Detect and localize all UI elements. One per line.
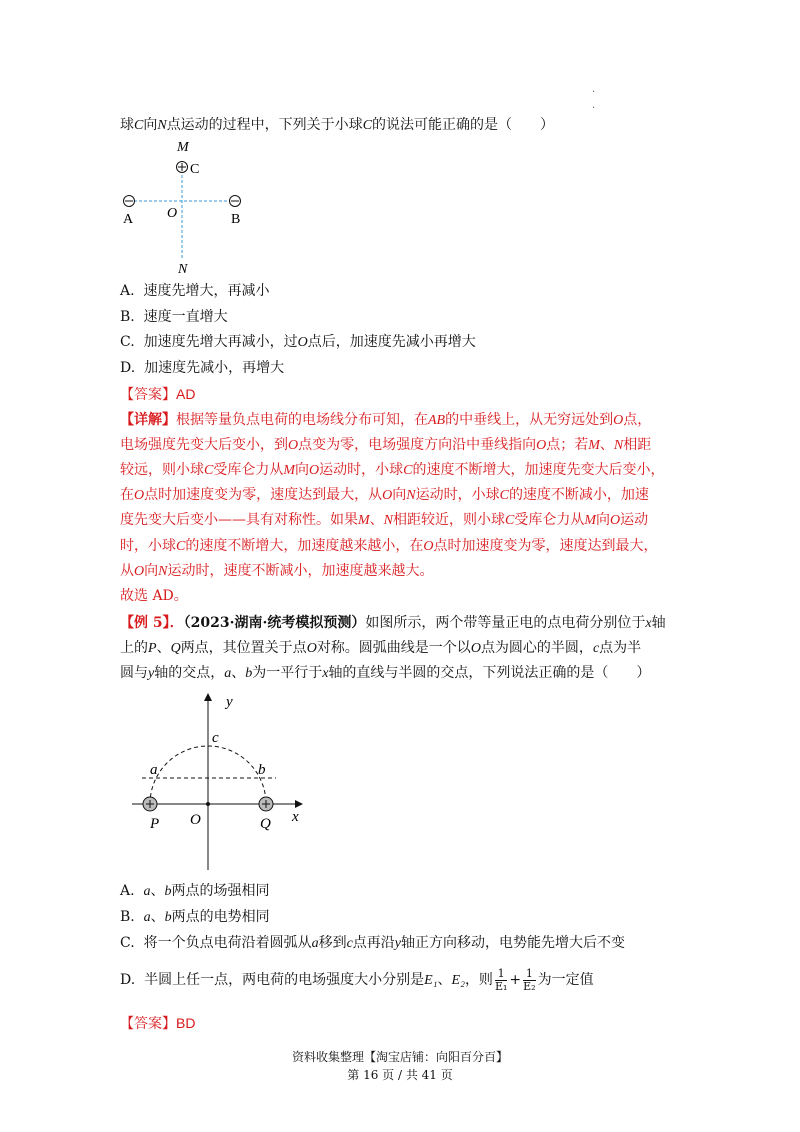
label-o: O: [167, 206, 178, 221]
q4-option-a: A. 速度先增大，再减小: [120, 283, 270, 299]
q4-detail-line: 【详解】根据等量负点电荷的电场线分布可知，在AB的中垂线上，从无穷远处到O点，: [120, 412, 652, 428]
q4-answer: 【答案】AD: [120, 386, 196, 403]
q4-conclusion: 故选 AD。: [120, 588, 188, 604]
label-n: N: [178, 262, 188, 277]
q5-option-a: A. a、b两点的场强相同: [120, 883, 270, 899]
label-c: C: [190, 162, 200, 177]
charge-diagram-mn: [115, 135, 255, 280]
corner-mark: .: [592, 84, 596, 95]
label-o: O: [190, 812, 201, 828]
q4-detail-line: 电场强度先变大后变小，到O点变为零，电场强度方向沿中垂线指向O点；若M、N相距: [120, 437, 652, 453]
label-b: B: [231, 212, 241, 227]
q4-detail-line: 时，小球C的速度不断增大，加速度越来越小，在O点时加速度变为零，速度达到最大，: [120, 538, 658, 554]
corner-mark: .: [592, 100, 596, 111]
q5-stem-line: 【例 5】．（2023·湖南·统考模拟预测）如图所示，两个带等量正电的点电荷分别位于x轴: [120, 615, 666, 631]
label-q: Q: [260, 816, 271, 832]
fraction-1-over-e2: $\frac{1}{\text{E₂}}$: [523, 966, 536, 993]
footer-page-number: 第 16 页 / 共 41 页: [347, 1068, 453, 1082]
q5-option-d: D. 半圆上任一点，两电荷的电场强度大小分别是E₁、E₂，则 $\frac{1}{\text{E₁}}$ + $\frac{1}{\text{E₂}}$ 为一定值: [120, 966, 594, 993]
label-y: y: [226, 694, 233, 710]
q4-option-c: C. 加速度先增大再减小，过O点后，加速度先减小再增大: [120, 334, 476, 350]
label-m: M: [177, 140, 189, 155]
q5-option-b: B. a、b两点的电势相同: [120, 909, 270, 925]
fraction-1-over-e1: $\frac{1}{\text{E₁}}$: [494, 966, 508, 993]
q4-detail-line: 度先变大后变小——具有对称性。如果M、N相距较近，则小球C受库仑力从M向O运动: [120, 512, 649, 528]
footer-source: 资料收集整理【淘宝店铺：向阳百分百】: [291, 1050, 508, 1064]
origin-point: [206, 802, 210, 806]
q4-detail-line: 从O向N运动时，速度不断减小，加速度越来越大。: [120, 563, 434, 579]
q5-stem-line: 上的P、Q两点，其位置关于点O对称。圆弧曲线是一个以O点为圆心的半圆，c点为半: [120, 640, 642, 656]
label-x: x: [292, 809, 299, 825]
label-b: b: [258, 762, 266, 778]
label-c: c: [212, 730, 219, 746]
semicircle-field-diagram: [120, 690, 320, 875]
q4-detail-line: 较远，则小球C受库仑力从M向O运动时，小球C的速度不断增大，加速度先变大后变小，: [120, 462, 665, 478]
q5-option-c: C. 将一个负点电荷沿着圆弧从a移到c点再沿y轴正方向移动，电势能先增大后不变: [120, 935, 626, 951]
q4-option-d: D. 加速度先减小，再增大: [120, 360, 285, 376]
q4-stem: 球C向N点运动的过程中，下列关于小球C的说法可能正确的是（ ）: [120, 117, 555, 133]
q4-detail-line: 在O点时加速度变为零，速度达到最大，从O向N运动时，小球C的速度不断减小，加速: [120, 487, 649, 503]
label-a: A: [123, 212, 134, 227]
label-a: a: [150, 762, 158, 778]
q4-option-b: B. 速度一直增大: [120, 309, 228, 325]
q5-stem-line: 圆与y轴的交点，a、b为一平行于x轴的直线与半圆的交点，下列说法正确的是（ ）: [120, 665, 651, 681]
label-p: P: [150, 816, 160, 832]
q5-answer: 【答案】BD: [120, 1015, 196, 1032]
